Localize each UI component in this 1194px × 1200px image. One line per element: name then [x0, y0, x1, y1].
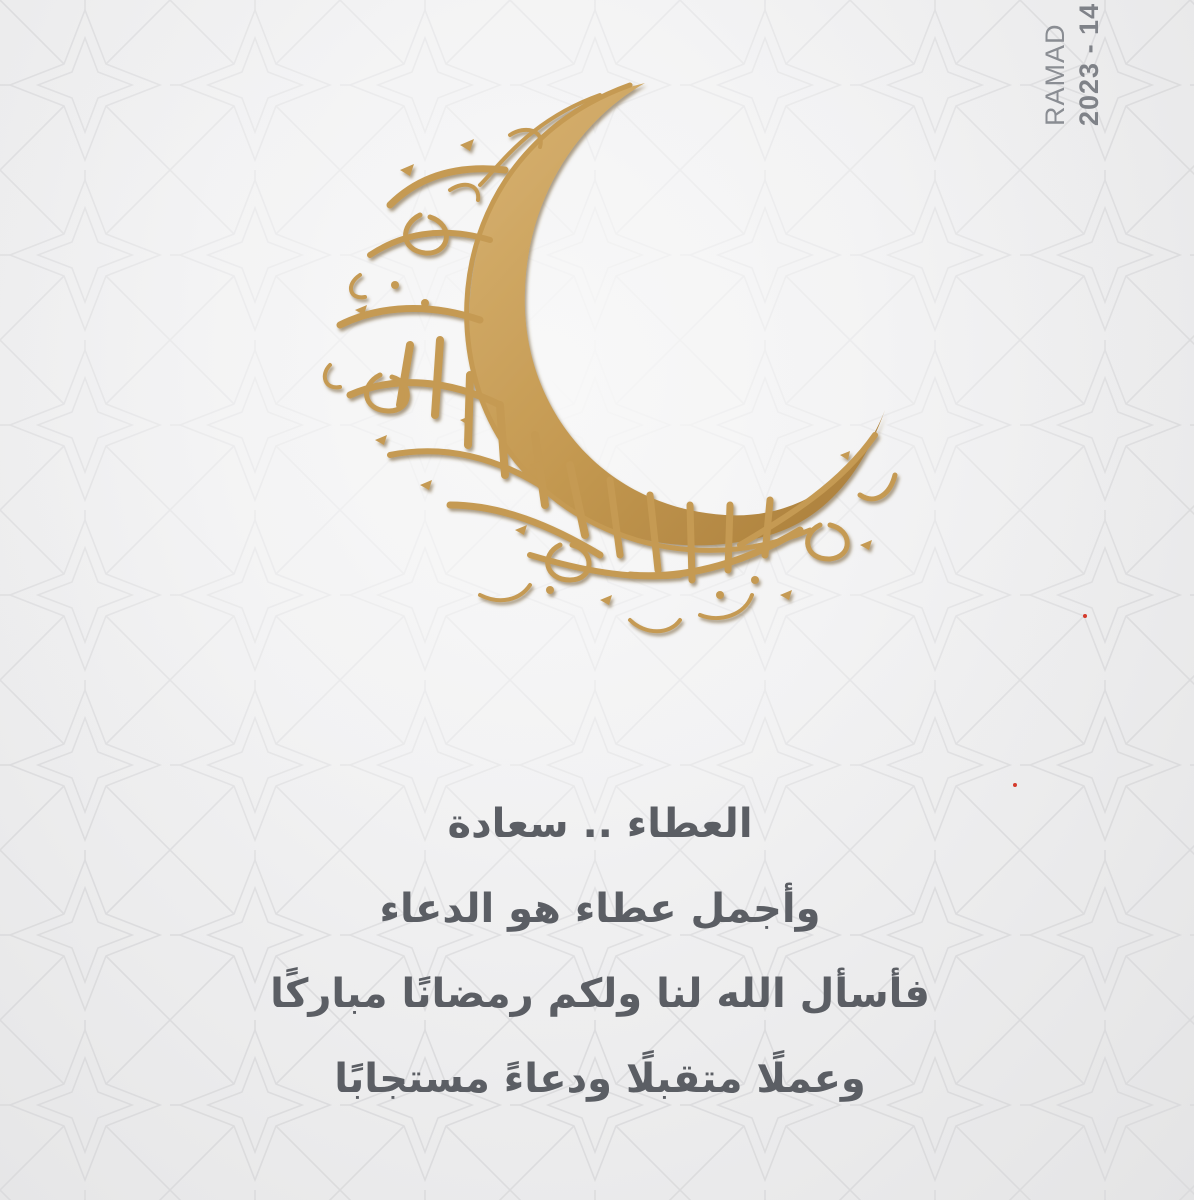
year-label-text: 2023 - 14	[1074, 2, 1104, 126]
verse-line-1: العطاء .. سعادة	[447, 801, 753, 847]
ramadan-year-label	[1040, 0, 1194, 140]
red-dot-marker	[1083, 614, 1087, 618]
verse-line-4: وعملًا متقبلًا ودعاءً مستجابًا	[334, 1056, 866, 1102]
verse-line-3: فأسأل الله لنا ولكم رمضانًا مباركًا	[270, 971, 930, 1017]
verse-line-2: وأجمل عطاء هو الدعاء	[379, 886, 821, 932]
crescent-calligraphy-logo	[300, 75, 910, 675]
greeting-verses	[100, 795, 1100, 1135]
red-dot-marker	[1013, 783, 1017, 787]
ramadan-label-text: RAMAD	[1040, 23, 1070, 126]
ramadan-calligraphy-crescent	[300, 75, 910, 675]
